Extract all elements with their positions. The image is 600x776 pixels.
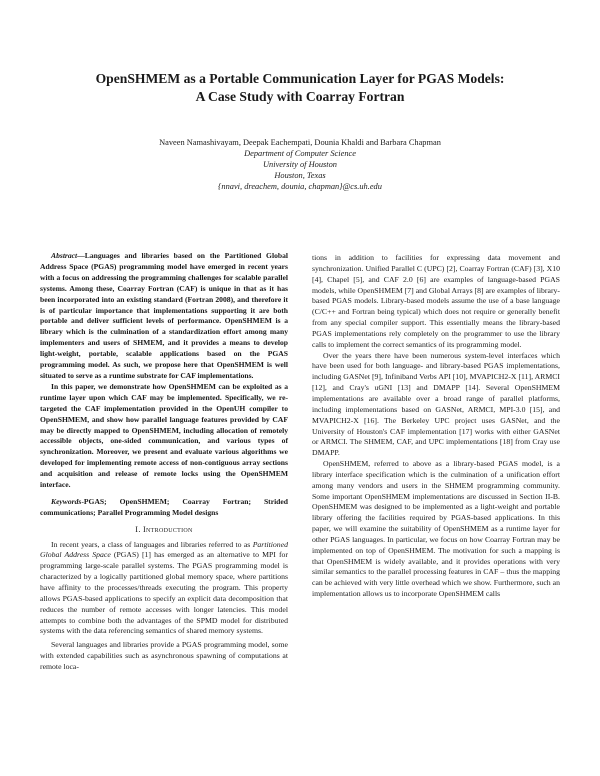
keywords-label: Keywords — [51, 496, 82, 506]
intro-paragraph-1: In recent years, a class of languages and libraries referred to as Partitioned Global Address Space (PGAS) [1] has emerged as an alternative to MPI for programming large-scale parallel systems. The PGAS programming model is characterized by a logically partitioned global memory space, where partitions have affinity to the processes/threads executing the program. This property allows PGAS-based applications to specify an explicit data decomposition that reduces the number of remote accesses with longer latencies. This model attempts to combine both the advantages of the SPMD model for distributed systems with the data referencing semantics of shared memory systems. — [40, 539, 288, 636]
right-paragraph-3: OpenSHMEM, referred to above as a library-based PGAS model, is a library interface specification which is the culmination of a unification effort among many vendors and users in the SHMEM programming community. Some important OpenSHMEM implementations are discussed in Section II-B. OpenSHMEM was designed to be implemented as a light-weight and portable library offering the facilities required by PGAS-based applications. In this paper, we will examine the suitability of OpenSHMEM as a runtime layer for other PGAS languages. In particular, we focus on how Coarray Fortran may be implemented on top of OpenSHMEM. The motivation for such a mapping is that OpenSHMEM is widely available, and it provides operations with very similar semantics to the parallel processing features in CAF – thus the mapping can be achieved with very little overhead which we show. Furthermore, such an implementation allows us to incorporate OpenSHMEM calls — [312, 459, 560, 599]
author-names: Naveen Namashivayam, Deepak Eachempati, Dounia Khaldi and Barbara Chapman — [159, 138, 441, 147]
affiliation-university: University of Houston — [263, 160, 337, 169]
right-paragraph-1: tions in addition to facilities for expressing data movement and synchronization. Unified Parallel C (UPC) [2], Coarray Fortran (CAF) [3], X10 [4], Chapel [5], and CAF 2.0 [6] are examples of language-based PGAS models, while OpenSHMEM [7] and Global Arrays [8] are examples of library-based PGAS models. Library-based models assume the use of a base language (C/C++ and Fortran being typical) which does not require or generally benefit from any special compiler support. This essentially means the library-based PGAS implementations rely completely on the programmer to use the library calls to implement the correct semantics of its programming model. — [312, 253, 560, 349]
title-line-2: A Case Study with Coarray Fortran — [195, 89, 405, 104]
section-heading-introduction: I. Introduction — [135, 524, 193, 534]
paper-title — [40, 70, 560, 106]
right-paragraph-2: Over the years there have been numerous system-level interfaces which have been used for both language- and library-based PGAS implementations, including GASNet [9], Infiniband Verbs API [10], MVAPICH2-X [11], ARMCI [12], and Cray's uGNI [13] and DMAPP [14]. Several OpenSHMEM implementations are available over a broad range of parallel platforms, including implementations based on GASNet, ARMCI, MPI-3.0 [15], and MVAPICH2-X [16]. The Berkeley UPC project uses GASNet, and the University of Houston's CAF implementation [17] works with either GASNet or ARMCI. The SHMEM, CAF, and UPC implementations [18] from Cray use DMAPP. — [312, 350, 560, 458]
abstract — [40, 251, 288, 519]
left-column — [40, 251, 288, 673]
intro-paragraph-2: Several languages and libraries provide a PGAS programming model, some with extended capabilities such as asynchronous spawning of computations at remote loca- — [40, 640, 288, 671]
abstract-paragraph-2: In this paper, we demonstrate how OpenSHMEM can be exploited as a runtime layer upon which CAF may be implemented. Specifically, we re-targeted the CAF implementation provided in the OpenUH compiler to OpenSHMEM, and show how parallel language features provided by CAF may be directly mapped to OpenSHMEM, including allocation of remotely accessible objects, one-sided communication, and various types of synchronization. Moreover, we present and evaluate various algorithms we developed for implementing remote access of non-contiguous array sections and acquisition and release of remote locks using the OpenSHMEM interface. — [40, 381, 288, 490]
author-emails: {nnavi, dreachem, dounia, chapman}@cs.uh.edu — [218, 182, 382, 191]
affiliation-city: Houston, Texas — [274, 171, 326, 180]
affiliation-department: Department of Computer Science — [244, 149, 356, 158]
right-column — [312, 253, 560, 600]
author-block — [40, 137, 560, 192]
title-line-1: OpenSHMEM as a Portable Communication Layer for PGAS Models: — [95, 71, 505, 86]
abstract-paragraph-1: Abstract—Languages and libraries based on the Partitioned Global Address Space (PGAS) programming model have emerged in recent years with a focus on addressing the programming challenges for scalable parallel systems. Among these, Coarray Fortran (CAF) is unique in that as it has been incorporated into an existing standard (Fortran 2008), and therefore it is of particular importance that implementations supporting it are both portable and deliver sufficient levels of performance. OpenSHMEM is a library which is the culmination of a standardization effort among many implementers and users of SHMEM, and it provides a means to develop light-weight, portable, scalable applications based on the PGAS programming model. As such, we propose here that OpenSHMEM is well situated to serve as a runtime substrate for CAF implementations. — [40, 251, 288, 380]
abstract-label: Abstract — [51, 251, 78, 260]
keywords: Keywords-PGAS; OpenSHMEM; Coarray Fortran; Strided communications; Parallel Programming Model designs — [40, 496, 288, 517]
